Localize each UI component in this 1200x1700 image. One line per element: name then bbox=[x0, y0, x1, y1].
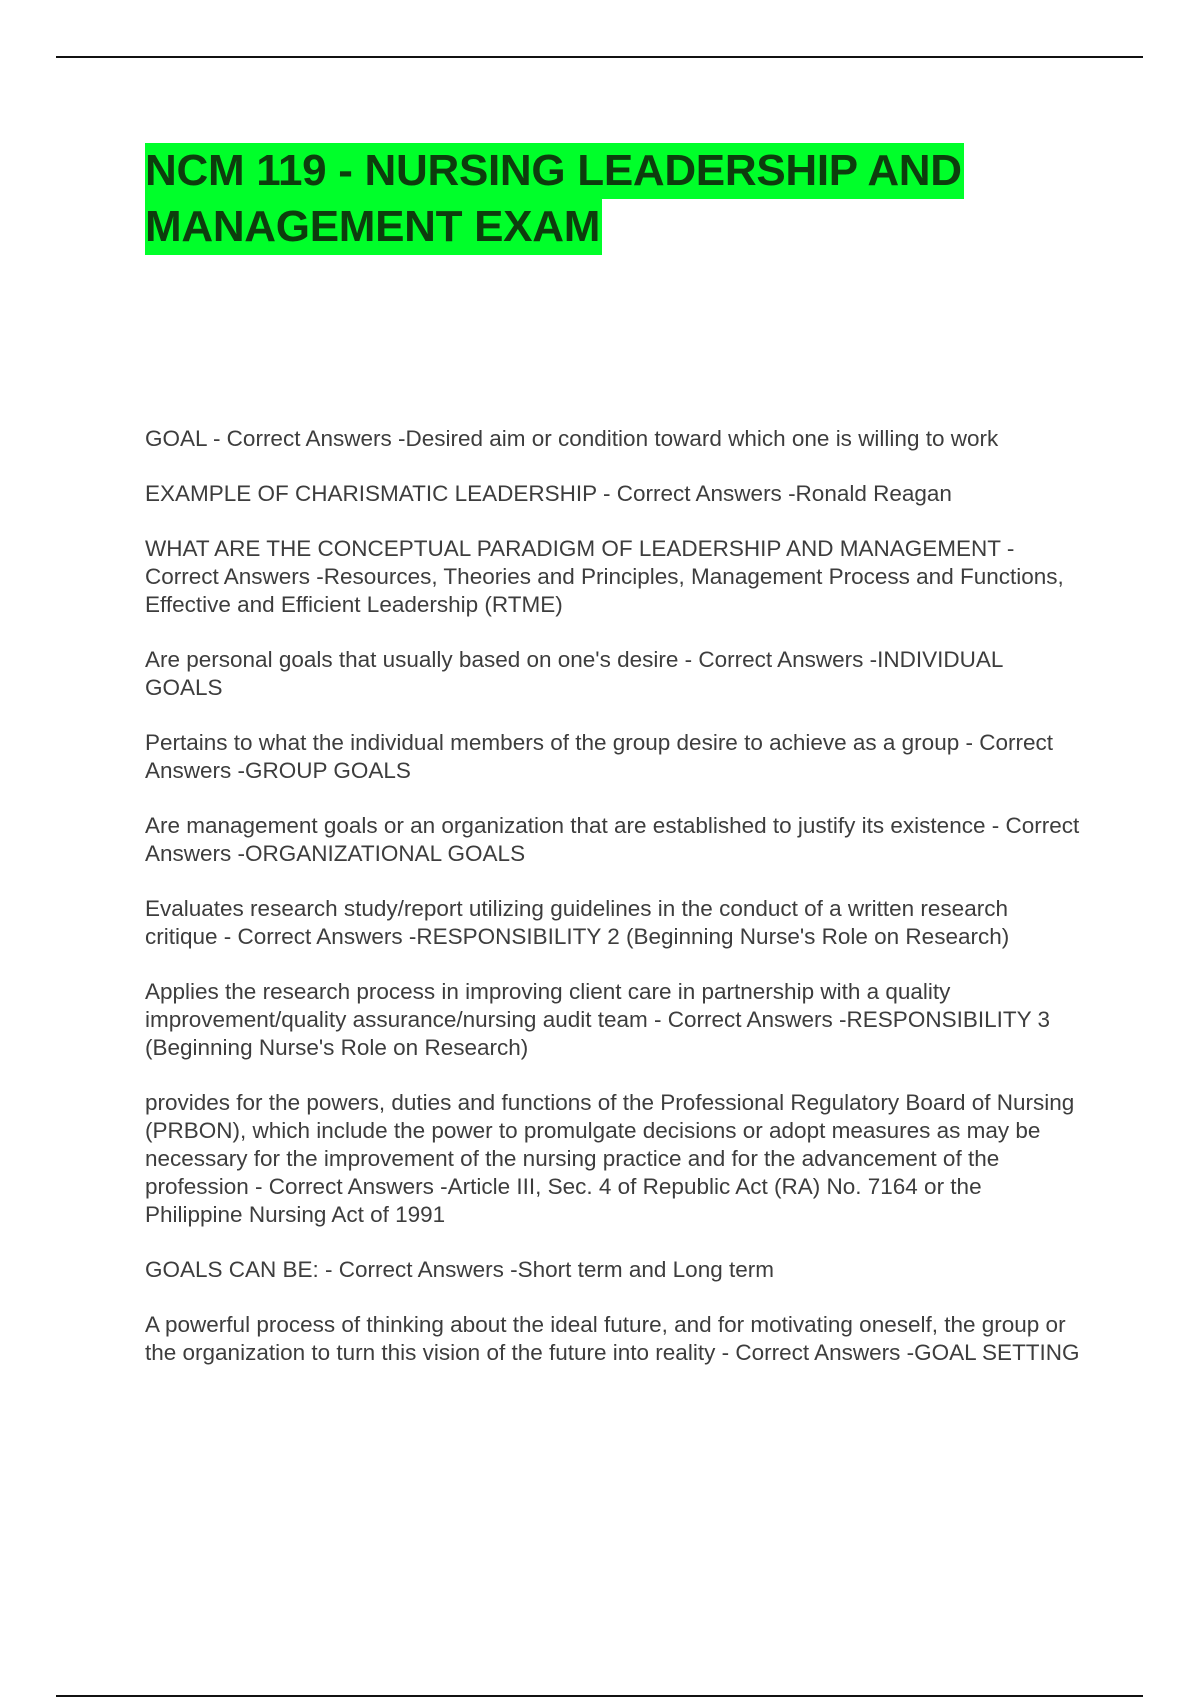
qa-list bbox=[145, 425, 1085, 1394]
bottom-rule bbox=[56, 1695, 1143, 1697]
document-title bbox=[145, 143, 1085, 255]
top-rule bbox=[56, 56, 1143, 58]
qa-entry-goals-can-be: GOALS CAN BE: - Correct Answers -Short term and Long term bbox=[145, 1257, 774, 1282]
qa-entry-prbon-powers: provides for the powers, duties and functions of the Professional Regulatory Board of Nursing (PRBON), which include the power to promulgate decisions or adopt measures as may be necessary for the improvement of the nursing practice and for the advancement of the profession - Correct Answers -Article III, Sec. 4 of Republic Act (RA) No. 7164 or the Philippine Nursing Act of 1991 bbox=[145, 1090, 1075, 1227]
title-line-1: NCM 119 - NURSING LEADERSHIP AND bbox=[145, 143, 964, 199]
qa-entry-responsibility-2: Evaluates research study/report utilizing guidelines in the conduct of a written research critique - Correct Answers -RESPONSIBILITY 2 (Beginning Nurse's Role on Research) bbox=[145, 896, 1010, 949]
qa-entry-individual-goals: Are personal goals that usually based on one's desire - Correct Answers -INDIVIDUAL GOALS bbox=[145, 647, 1003, 700]
qa-entry-charismatic-leadership: EXAMPLE OF CHARISMATIC LEADERSHIP - Correct Answers -Ronald Reagan bbox=[145, 481, 952, 506]
qa-entry-conceptual-paradigm: WHAT ARE THE CONCEPTUAL PARADIGM OF LEADERSHIP AND MANAGEMENT - Correct Answers -Resources, Theories and Principles, Management Process and Functions, Effective and Efficient Leadership (RTME) bbox=[145, 536, 1064, 617]
qa-entry-responsibility-3: Applies the research process in improving client care in partnership with a quality improvement/quality assurance/nursing audit team - Correct Answers -RESPONSIBILITY 3 (Beginning Nurse's Role on Research) bbox=[145, 979, 1050, 1060]
title-line-2: MANAGEMENT EXAM bbox=[145, 199, 602, 255]
qa-entry-group-goals: Pertains to what the individual members of the group desire to achieve as a group - Correct Answers -GROUP GOALS bbox=[145, 730, 1053, 783]
qa-entry-organizational-goals: Are management goals or an organization that are established to justify its existence - Correct Answers -ORGANIZATIONAL GOALS bbox=[145, 813, 1080, 866]
qa-entry-goal: GOAL - Correct Answers -Desired aim or condition toward which one is willing to work bbox=[145, 426, 999, 451]
qa-entry-goal-setting: A powerful process of thinking about the ideal future, and for motivating oneself, the group or the organization to turn this vision of the future into reality - Correct Answers -GOAL SETTING bbox=[145, 1312, 1080, 1365]
